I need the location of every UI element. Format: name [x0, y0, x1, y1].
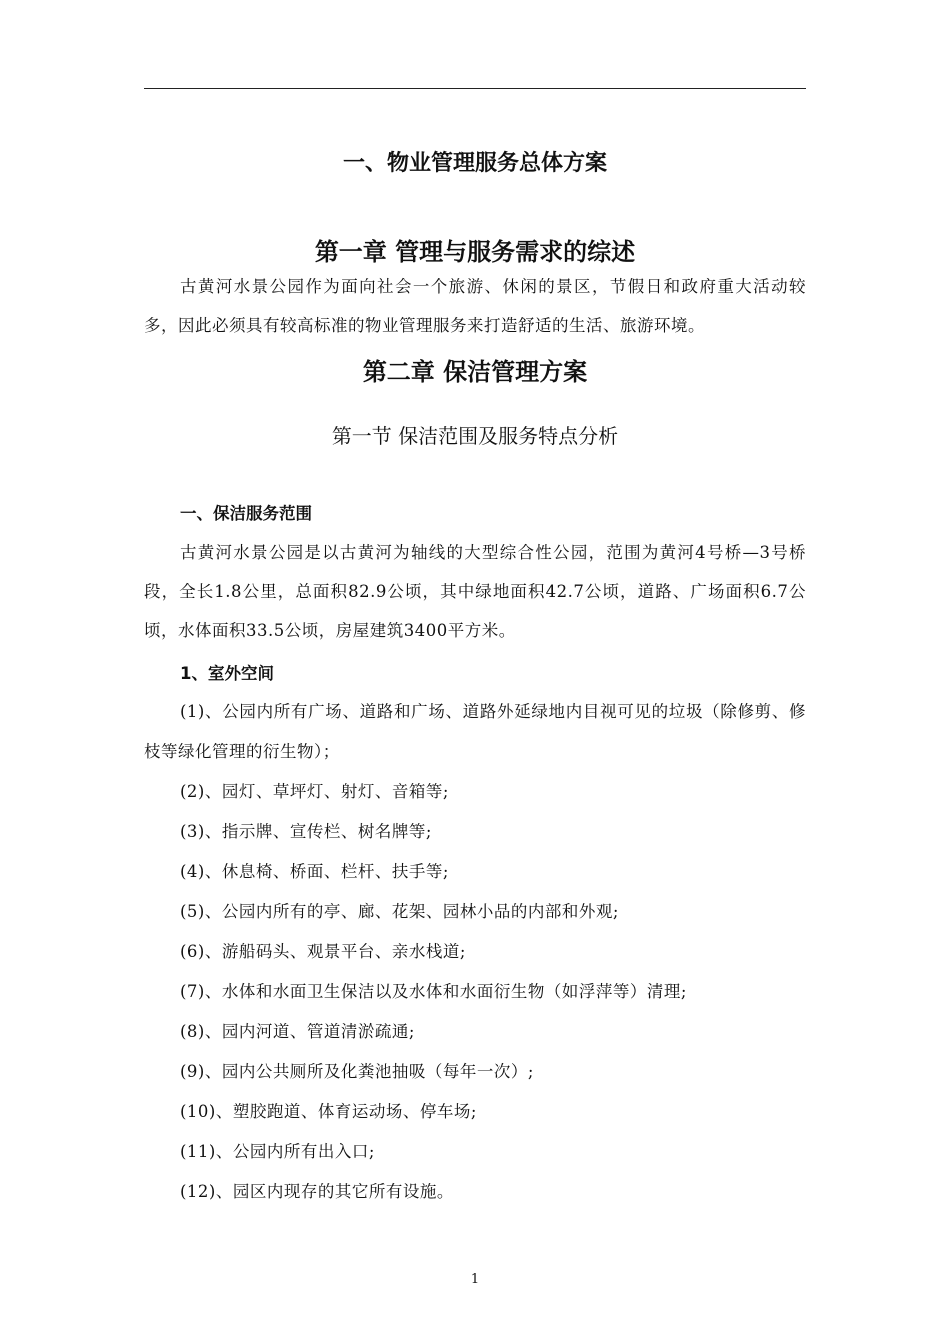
page-number: 1	[470, 1272, 480, 1287]
list-item: (12)、园区内现存的其它所有设施。	[180, 1182, 454, 1201]
chapter2-title: 第二章 保洁管理方案	[362, 358, 588, 386]
header-rule	[144, 88, 806, 89]
list-item: (10)、塑胶跑道、体育运动场、停车场;	[180, 1102, 477, 1121]
list-item: (4)、休息椅、桥面、栏杆、扶手等;	[180, 862, 449, 881]
outdoor-items-list	[144, 692, 806, 1212]
chapter1-paragraph: 古黄河水景公园作为面向社会一个旅游、休闲的景区，节假日和政府重大活动较多，因此必须具有较高标准的物业管理服务来打造舒适的生活、旅游环境。	[144, 277, 806, 335]
list-item: (7)、水体和水面卫生保洁以及水体和水面衍生物（如浮萍等）清理;	[180, 982, 687, 1001]
list-item: (3)、指示牌、宣传栏、树名牌等;	[180, 822, 432, 841]
list-item: (2)、园灯、草坪灯、射灯、音箱等;	[180, 782, 449, 801]
chapter1-title: 第一章 管理与服务需求的综述	[314, 238, 636, 266]
scope-paragraph: 古黄河水景公园是以古黄河为轴线的大型综合性公园，范围为黄河4号桥—3号桥段，全长1.8公里，总面积82.9公顷，其中绿地面积42.7公顷，道路、广场面积6.7公顷，水体面积33.5公顷，房屋建筑3400平方米。	[144, 543, 806, 640]
outdoor-space-heading: 1、室外空间	[180, 664, 274, 683]
main-title: 一、物业管理服务总体方案	[342, 151, 607, 176]
list-item: (6)、游船码头、观景平台、亲水栈道;	[180, 942, 466, 961]
list-item: (1)、公园内所有广场、道路和广场、道路外延绿地内目视可见的垃圾（除修剪、修枝等绿化管理的衍生物）；	[144, 702, 806, 761]
list-item: (9)、园内公共厕所及化粪池抽吸（每年一次）;	[180, 1062, 534, 1081]
section-title: 第一节 保洁范围及服务特点分析	[331, 424, 619, 448]
list-item: (11)、公园内所有出入口;	[180, 1142, 375, 1161]
list-item: (8)、园内河道、管道清淤疏通;	[180, 1022, 415, 1041]
list-item: (5)、公园内所有的亭、廊、花架、园林小品的内部和外观;	[180, 902, 619, 921]
cleaning-scope-heading: 一、保洁服务范围	[180, 504, 312, 523]
